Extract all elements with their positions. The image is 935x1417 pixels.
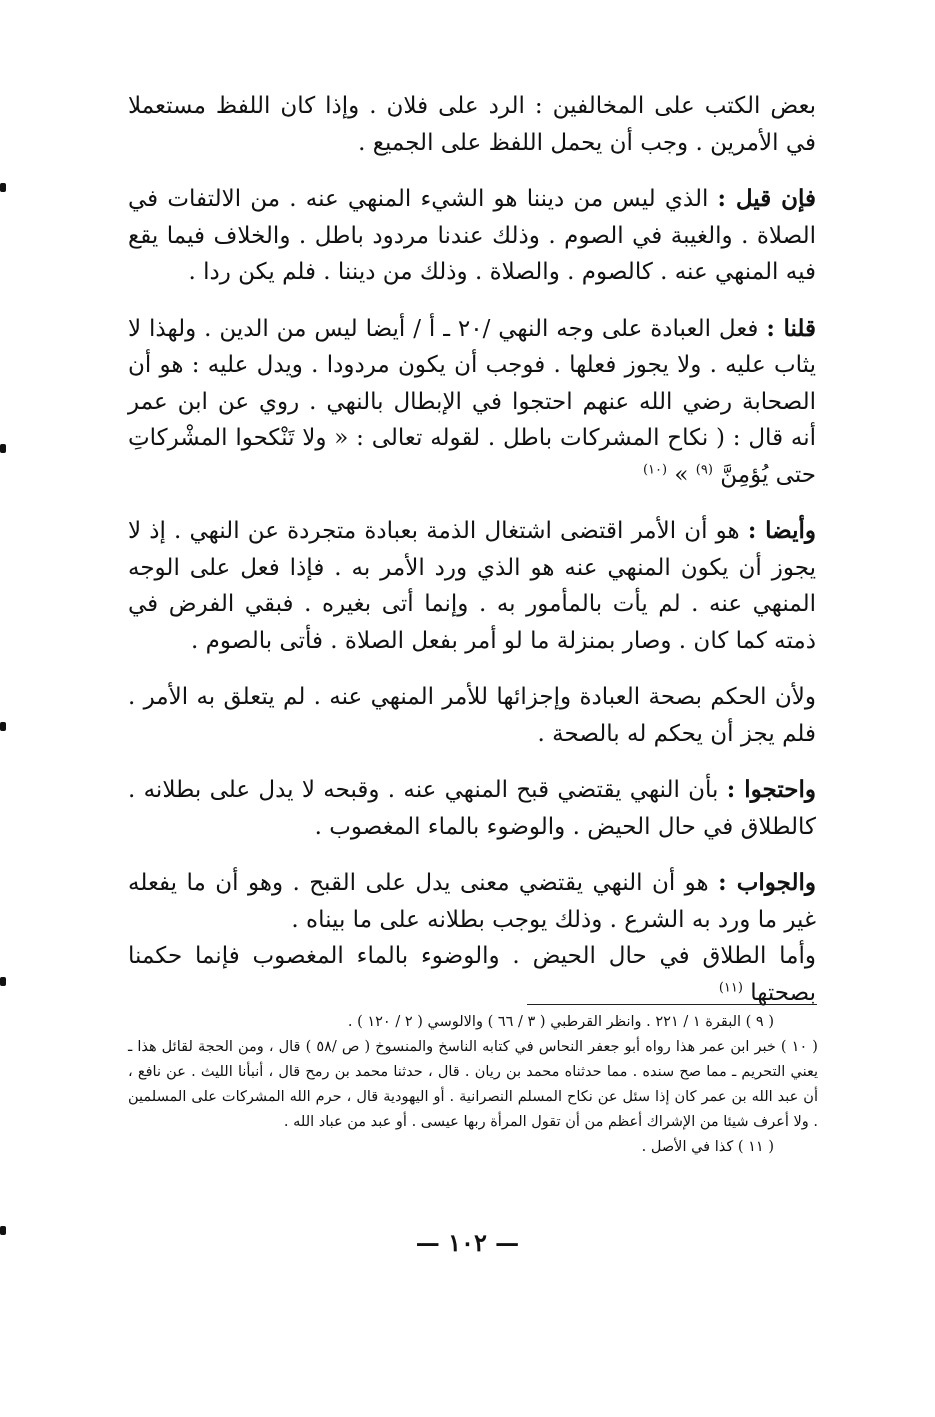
paragraph-text: هو أن النهي يقتضي معنى يدل على القبح . وهو أن ما يفعله غير ما ورد به الشرع . وذلك يوجب بطلانه على ما بيناه . <box>128 870 816 933</box>
paragraph-also <box>128 513 816 659</box>
margin-mark <box>0 1226 6 1235</box>
paragraph-text: هو أن الأمر اقتضى اشتغال الذمة بعبادة متجردة عن النهي . إذ لا يجوز أن يكون المنهي عنه هو الذي ورد الأمر به . فإذا فعل على الوجه المنهي عنه . لم يأت بالمأمور به . وإنما أتى بغيره . فبقي الفرض في ذمته كما كان . وصار بمنزلة ما لو أمر بفعل الصلاة . فأتى بالصوم . <box>128 518 816 654</box>
paragraph-lead: فإن قيل : <box>717 185 816 212</box>
paragraph-reply <box>128 311 816 494</box>
paragraph-text: وأما الطلاق في حال الحيض . والوضوء بالماء المغصوب فإنما حكمنا بصحتها <box>128 943 816 1006</box>
paragraph-continued <box>128 938 816 1011</box>
footnote-ref: (١٠) <box>642 461 668 477</box>
footnotes <box>128 1010 818 1160</box>
footnote: ( ١١ ) كذا في الأصل . <box>641 1139 774 1155</box>
main-text <box>128 88 816 1011</box>
paragraph-objection <box>128 181 816 291</box>
margin-mark <box>0 722 6 731</box>
footnote-ref: (٩) <box>695 461 713 477</box>
footnote-ref: (١١) <box>718 979 743 995</box>
margin-mark <box>0 444 6 453</box>
page-number: — ١٠٢ — <box>415 1228 520 1257</box>
footnote: ( ٩ ) البقرة ١ / ٢٢١ . وانظر القرطبي ( ٣ / ٦٦ ) والالوسي ( ٢ / ١٢٠ ) . <box>347 1014 774 1030</box>
quote-close: » <box>674 461 689 488</box>
paragraph-lead: واحتجوا : <box>726 776 817 803</box>
paragraph-text: بعض الكتب على المخالفين : الرد على فلان . وإذا كان اللفظ مستعملا في الأمرين . وجب أن يحمل اللفظ على الجميع . <box>128 93 816 156</box>
paragraph-ruling <box>128 679 816 752</box>
footnote: ( ١٠ ) خبر ابن عمر هذا رواه أبو جعفر النحاس في كتابه الناسخ والمنسوخ ( ص /٥٨ ) قال ، ومن الحجة لقائل هذا ـ يعني التحريم ـ مما صح سنده . مما حدثناه محمد بن ريان . قال ، حدثنا محمد بن رمح قال ، أنبأنا الليث . عن نافع ، أن عبد الله بن عمر كان إذا سئل عن نكاح المسلم النصرانية . أو اليهودية قال ، حرم الله المشركات على المسلمين . ولا أعرف شيئا من الإشراك أعظم من أن تقول المرأة ربها عيسى . أو عبد من عباد الله . <box>128 1039 818 1130</box>
margin-mark <box>0 977 6 986</box>
paragraph-argument <box>128 772 816 845</box>
paragraph-text: الذي ليس من ديننا هو الشيء المنهي عنه . من الالتفات في الصلاة . والغيبة في الصوم . وذلك عندنا مردود باطل . والخلاف فيما يقع فيه المنهي عنه . كالصوم . والصلاة . وذلك من ديننا . فلم يكن ردا . <box>128 186 816 285</box>
footnote-separator <box>527 1004 817 1005</box>
margin-mark <box>0 183 6 192</box>
paragraph-lead: والجواب : <box>718 869 816 896</box>
paragraph-text: بأن النهي يقتضي قبح المنهي عنه . وقبحه لا يدل على بطلانه . كالطلاق في حال الحيض . والوضوء بالماء المغصوب . <box>128 777 816 840</box>
paragraph-lead: وأيضا : <box>747 517 816 544</box>
paragraph-answer <box>128 865 816 938</box>
paragraph-intro <box>128 88 816 161</box>
paragraph-text: ولأن الحكم بصحة العبادة وإجزائها للأمر المنهي عنه . لم يتعلق به الأمر . فلم يجز أن يحكم له بالصحة . <box>128 684 816 747</box>
paragraph-lead: قلنا : <box>766 314 817 342</box>
paragraph-text: فعل العبادة على وجه النهي /٢٠ ـ أ / أيضا ليس من الدين . ولهذا لا يثاب عليه . ولا يجوز فعلها . فوجب أن يكون مردودا . ويدل عليه : هو أن الصحابة رضي الله عنهم احتجوا في الإبطال بالنهي . روي عن ابن عمر أنه قال : ( نكاح المشركات باطل . لقوله تعالى : « ولا تَنْكحوا المشْركاتِ حتى يُؤمِنَّ <box>128 315 816 488</box>
